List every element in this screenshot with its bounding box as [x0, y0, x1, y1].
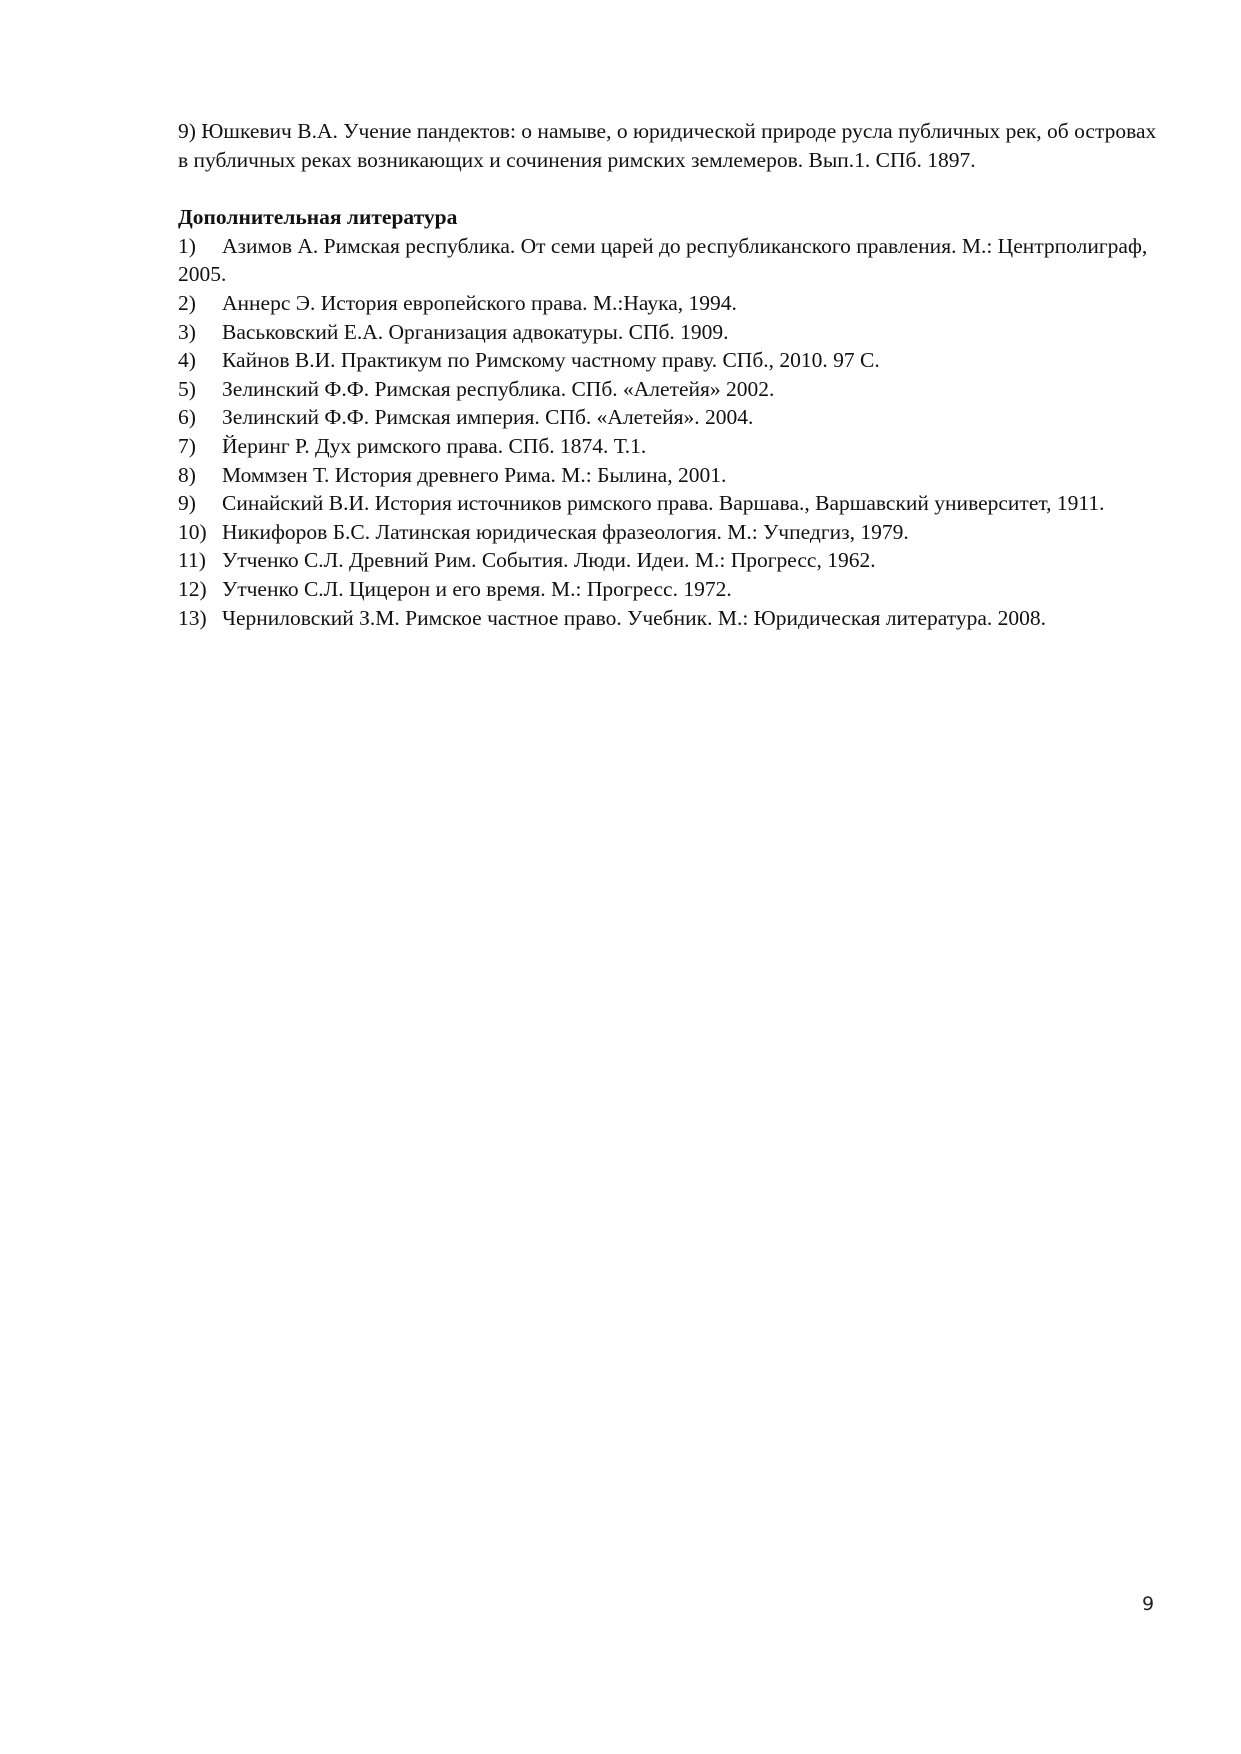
- entry-number: 9): [178, 119, 196, 143]
- list-item: [178, 432, 1163, 461]
- item-text: Никифоров Б.С. Латинская юридическая фразеология. М.: Учпедгиз, 1979.: [222, 519, 909, 544]
- list-item: [178, 546, 1163, 575]
- list-item: [178, 518, 1163, 547]
- item-number: 13): [178, 605, 207, 630]
- item-text: Утченко С.Л. Цицерон и его время. М.: Прогресс. 1972.: [222, 576, 732, 601]
- list-item: [178, 318, 1163, 347]
- item-text: Зелинский Ф.Ф. Римская республика. СПб. «Алетейя» 2002.: [222, 376, 775, 401]
- list-item: [178, 575, 1163, 604]
- main-literature-entry-9: [178, 117, 1163, 174]
- list-item: [178, 289, 1163, 318]
- item-number: 12): [178, 576, 207, 601]
- list-item: [178, 604, 1163, 633]
- additional-literature-list: [178, 232, 1163, 632]
- item-text: Йеринг Р. Дух римского права. СПб. 1874. Т.1.: [222, 433, 647, 458]
- item-text: Моммзен Т. История древнего Рима. М.: Былина, 2001.: [222, 462, 727, 487]
- item-number: 3): [178, 319, 196, 344]
- item-number: 4): [178, 348, 196, 373]
- item-text: Аннерс Э. История европейского права. М.:Наука, 1994.: [222, 290, 737, 315]
- page-content: [178, 117, 1163, 632]
- item-number: 7): [178, 433, 196, 458]
- list-item: [178, 232, 1163, 289]
- item-text: Азимов А. Римская республика. От семи царей до республиканского правления. М.: Центрполиграф, 2005.: [178, 233, 1148, 287]
- item-number: 1): [178, 233, 196, 258]
- list-item: [178, 403, 1163, 432]
- list-item: [178, 489, 1163, 518]
- item-number: 11): [178, 548, 206, 573]
- additional-literature-heading: Дополнительная литература: [178, 205, 458, 230]
- item-number: 2): [178, 290, 196, 315]
- item-text: Васьковский Е.А. Организация адвокатуры. СПб. 1909.: [222, 319, 729, 344]
- item-text: Утченко С.Л. Древний Рим. События. Люди. Идеи. М.: Прогресс, 1962.: [222, 548, 876, 573]
- item-text: Черниловский З.М. Римское частное право. Учебник. М.: Юридическая литература. 2008.: [222, 605, 1047, 630]
- item-text: Кайнов В.И. Практикум по Римскому частному праву. СПб., 2010. 97 С.: [222, 348, 880, 373]
- item-number: 6): [178, 405, 196, 430]
- item-number: 5): [178, 376, 196, 401]
- list-item: [178, 346, 1163, 375]
- list-item: [178, 461, 1163, 490]
- item-number: 10): [178, 519, 207, 544]
- item-text: Синайский В.И. История источников римского права. Варшава., Варшавский университет, 1911.: [222, 491, 1105, 516]
- entry-text: Юшкевич В.А. Учение пандектов: о намыве, о юридической природе русла публичных рек, об островах в публичных реках возникающих и сочинения римских землемеров. Вып.1. СПб. 1897.: [178, 119, 1157, 172]
- item-text: Зелинский Ф.Ф. Римская империя. СПб. «Алетейя». 2004.: [222, 405, 754, 430]
- item-number: 8): [178, 462, 196, 487]
- page-number: 9: [1142, 1593, 1155, 1615]
- list-item: [178, 375, 1163, 404]
- item-number: 9): [178, 491, 196, 516]
